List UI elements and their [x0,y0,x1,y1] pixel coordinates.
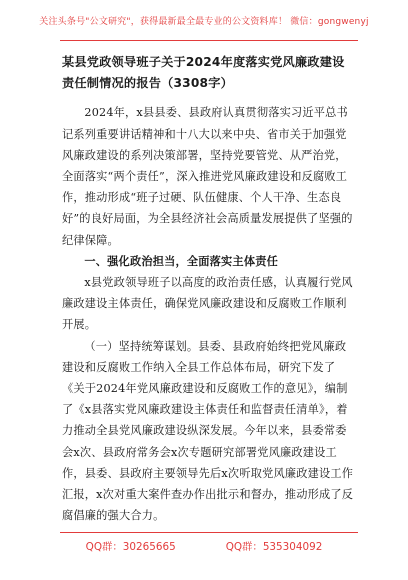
header-promo-text: 关注头条号"公文研究"，获得最新最全最专业的公文资料库！ 微信：gongwenyj [39,16,369,27]
footer-divider [60,532,358,533]
document-title: 某县党政领导班子关于2024年度落实党风廉政建设责任制情况的报告（3308字） [62,55,345,91]
footer [0,535,408,555]
footer-qq-group-1: QQ群：30265665 [85,540,176,553]
document-body [62,52,354,526]
footer-qq-group-2: QQ群：535304092 [225,540,323,553]
section-1-paragraph: x县党政领导班子以高度的政治责任感，认真履行党风廉政建设主体责任，确保党风廉政建设和反腐败工作顺利开展。 [62,276,353,332]
header-banner [0,0,408,40]
intro-paragraph: 2024年，x县县委、县政府认真贯彻落实习近平总书记系列重要讲话精神和十八大以来中央、省市关于加强党风廉政建设的系列决策部署，坚持党要管党、从严治党，全面落实“两个责任”，深入推进党风廉政建设和反腐败工作，推动形成“班子过硬、队伍健康、个人干净、生态良好”的良好局面，为全县经济社会高质量发展提供了坚强的纪律保障。 [62,106,353,247]
subsection-1-paragraph: （一）坚持统筹谋划。县委、县政府始终把党风廉政建设和反腐败工作纳入全县工作总体布局，研究下发了《关于2024年党风廉政建设和反腐败工作的意见》，编制了《x县落实党风廉政建设主体责任和监督责任清单》，着力推动全县党风廉政建设纵深发展。今年以来，县委常委会x次、县政府常务会x次专题研究部署党风廉政建设工作，县委、县政府主要领导先后x次听取党风廉政建设工作汇报，x次对重大案件查办作出批示和督办，推动形成了反腐倡廉的强大合力。 [62,339,354,523]
header-divider [60,40,358,41]
section-1-heading: 一、强化政治担当，全面落实主体责任 [84,254,278,268]
